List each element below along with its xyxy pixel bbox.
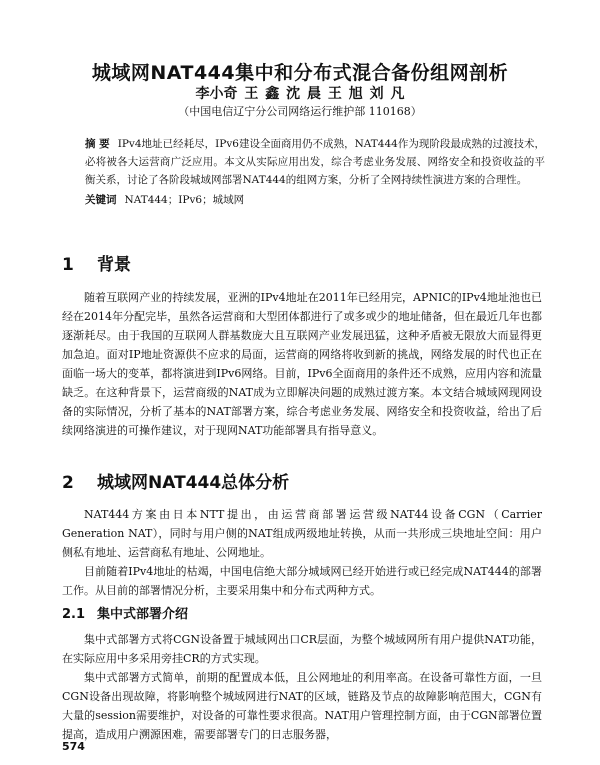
section-2-heading: [62, 468, 289, 493]
section-1-heading: [62, 250, 131, 275]
paper-title: 城域网NAT444集中和分布式混合备份组网剖析: [91, 62, 509, 84]
section-2-1-number: 2.1: [62, 607, 86, 622]
keywords-text: NAT444；IPv6；城域网: [124, 194, 245, 206]
section-1-title: 背景: [97, 255, 131, 275]
abstract-text: IPv4地址已经耗尽，IPv6建设全面商用仍不成熟，NAT444作为现阶段最成熟的过渡技术，必将被各大运营商广泛应用。本文从实际应用出发，综合考虑业务发展、网络安全和投资收益的平衡关系，讨论了各阶段城域网部署NAT444的组网方案，分析了全网持续性演进方案的合理性。: [85, 138, 546, 186]
author-list: 李小奇 王 鑫 沈 晨 王 旭 刘 凡: [195, 86, 405, 102]
section-2-number: 2: [62, 473, 74, 493]
section-2-1-heading: [62, 603, 188, 622]
keywords-label: 关键词: [85, 194, 117, 206]
section-2-1-paragraph-2: 集中式部署方式简单，前期的配置成本低，且公网地址的利用率高。在设备可靠性方面，一旦CGN设备出现故障，将影响整个城域网进行NAT的区域，链路及节点的故障影响范围大，CGN有大量的session需要维护，对设备的可靠性要求很高。NAT用户管理控制方面，由于CGN部署位置提高，造成用户溯源困难，需要部署专门的日志服务器，: [62, 671, 542, 741]
section-2-1-title: 集中式部署介绍: [97, 607, 189, 622]
section-1-paragraph: 随着互联网产业的持续发展，亚洲的IPv4地址在2011年已经用完，APNIC的IPv4地址池也已经在2014年分配完毕，虽然各运营商和大型团体都进行了或多或少的地址储备，但在最近几年也都逐渐耗尽。由于我国的互联网人群基数庞大且互联网产业发展迅猛，这种矛盾被无限放大而显得更加急迫。面对IP地址资源供不应求的局面，运营商的网络将收到新的挑战，网络发展的时代也正在面临一场大的变革，都将演进到IPv6网络。目前，IPv6全面商用的条件还不成熟，应用内容和流量缺乏。在这种背景下，运营商级的NAT成为立即解决问题的成熟过渡方案。本文结合城域网现网设备的实际情况，分析了基本的NAT部署方案，综合考虑业务发展、网络安全和投资收益，给出了后续网络演进的可操作建议，对于现网NAT功能部署具有指导意义。: [62, 291, 542, 437]
abstract: [85, 135, 545, 189]
section-1-number: 1: [62, 255, 74, 275]
section-2-1-paragraph-1: 集中式部署方式将CGN设备置于城域网出口CR层面，为整个城域网所有用户提供NAT功能，在实际应用中多采用旁挂CR的方式实现。: [62, 633, 542, 665]
abstract-label: 摘 要: [85, 138, 110, 150]
section-2-body: [62, 505, 542, 600]
keywords: [85, 191, 545, 209]
section-2-paragraph-2: 目前随着IPv4地址的枯竭，中国电信绝大部分城域网已经开始进行或已经完成NAT444的部署工作。从目前的部署情况分析，主要采用集中和分布式两种方式。: [62, 565, 542, 597]
section-2-1-body: [62, 630, 542, 744]
section-2-title: 城域网NAT444总体分析: [97, 473, 290, 493]
abstract-block: [85, 135, 545, 209]
affiliation: （中国电信辽宁分公司网络运行维护部 110168）: [178, 105, 422, 118]
page-number: 574: [62, 740, 85, 753]
section-2-paragraph-1: NAT444方案由日本NTT提出，由运营商部署运营级NAT44设备CGN（Carrier Generation NAT），同时与用户侧的NAT组成两级地址转换，从而一共形成三块地址空间：用户侧私有地址、运营商私有地址、公网地址。: [62, 508, 542, 559]
section-1-body: [62, 288, 542, 440]
